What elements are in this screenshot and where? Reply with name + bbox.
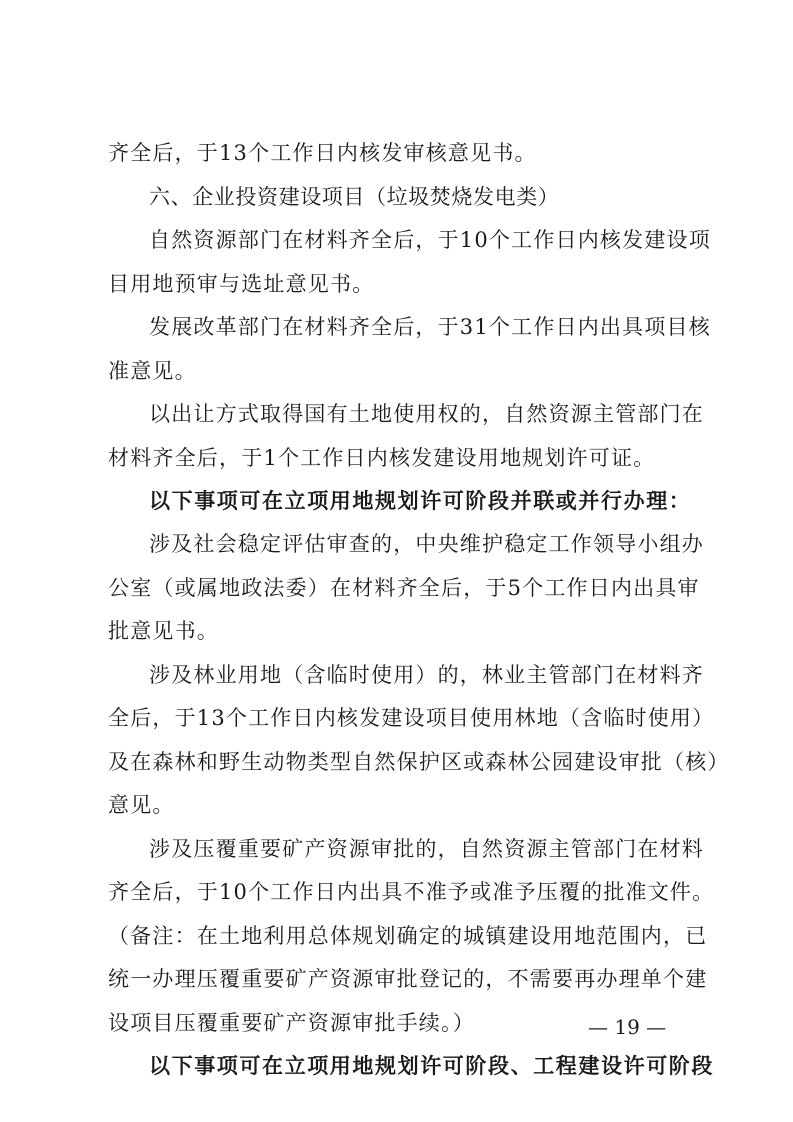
body-text-line: 齐全后，于10个工作日内出具不准予或准予压覆的批准文件。 (108, 880, 715, 904)
body-text-line: 齐全后，于13个工作日内核发审核意见书。 (108, 141, 537, 165)
body-text-line: 公室（或属地政法委）在材料齐全后，于5个工作日内出具审 (108, 576, 700, 600)
body-text-line: 目用地预审与选址意见书。 (108, 272, 375, 296)
body-text-line: 准意见。 (108, 359, 197, 383)
body-text-line: 以出让方式取得国有土地使用权的，自然资源主管部门在 (149, 402, 704, 426)
body-text-line: 材料齐全后，于1个工作日内核发建设用地规划许可证。 (108, 446, 656, 470)
body-text-line: 及在森林和野生动物类型自然保护区或森林公园建设审批（核） (108, 750, 730, 774)
note-text-line: 设项目压覆重要矿产资源审批手续。） (108, 1011, 475, 1035)
note-text-line: 统一办理压覆重要矿产资源审批登记的，不需要再办理单个建 (108, 967, 708, 991)
body-text-line: 涉及林业用地（含临时使用）的，林业主管部门在材料齐 (149, 663, 704, 687)
bold-subheading: 以下事项可在立项用地规划许可阶段、工程建设许可阶段 (149, 1053, 714, 1078)
body-text-line: 自然资源部门在材料齐全后，于10个工作日内核发建设项 (149, 228, 711, 252)
body-text-line: 涉及社会稳定评估审查的，中央维护稳定工作领导小组办 (149, 532, 704, 556)
body-text-line: 批意见书。 (108, 619, 219, 643)
body-text-line: 发展改革部门在材料齐全后，于31个工作日内出具项目核 (149, 315, 711, 339)
page-number: — 19 — (588, 1015, 667, 1039)
note-text-line: （备注：在土地利用总体规划确定的城镇建设用地范围内，已 (108, 924, 708, 948)
body-text-line: 全后，于13个工作日内核发建设项目使用林地（含临时使用） (108, 706, 715, 730)
bold-subheading: 以下事项可在立项用地规划许可阶段并联或并行办理： (149, 488, 692, 513)
section-heading: 六、企业投资建设项目（垃圾焚烧发电类） (149, 185, 560, 209)
body-text-line: 意见。 (108, 793, 175, 817)
body-text-line: 涉及压覆重要矿产资源审批的，自然资源主管部门在材料 (149, 837, 704, 861)
